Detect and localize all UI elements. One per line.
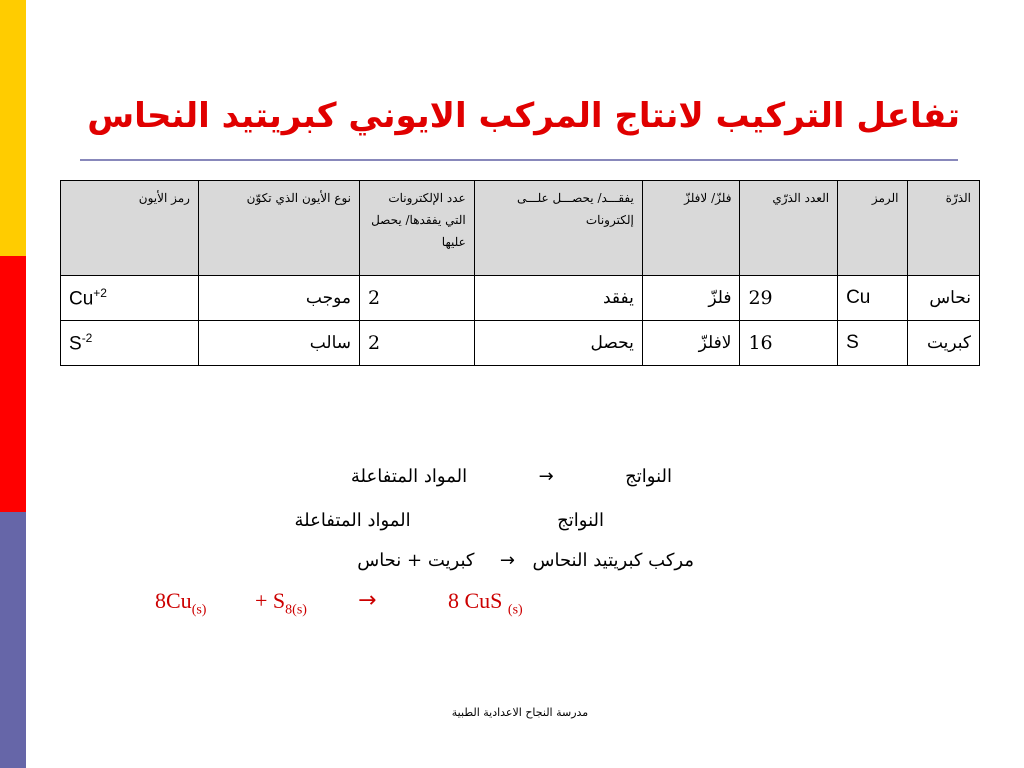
header-electrons-count: عدد الإلكترونات التي يفقدها/ يحصل عليها xyxy=(360,181,475,276)
accent-bar-red xyxy=(0,256,26,512)
table-header-row xyxy=(61,181,980,276)
cell-atomic-number: 16 xyxy=(740,321,838,366)
equation-3-reactants: كبريت + نحاس xyxy=(357,550,475,571)
ion-base: Cu xyxy=(69,288,94,310)
header-lose-gain: يفقـــد/ يحصـــل علـــى إلكترونات xyxy=(474,181,642,276)
chem-cu-state: (s) xyxy=(191,602,207,618)
header-atomic-number: العدد الذرّي xyxy=(740,181,838,276)
accent-bar-blue xyxy=(0,512,26,768)
chem-cu: 8Cu xyxy=(155,588,192,613)
accent-bar-yellow xyxy=(0,0,26,256)
table-row xyxy=(61,321,980,366)
slide-title: تفاعل التركيب لانتاج المركب الايوني كبريتيد النحاس xyxy=(87,96,960,136)
chem-s: + S xyxy=(255,588,286,613)
chem-reactant-cu xyxy=(155,588,206,618)
cell-symbol: S xyxy=(838,321,907,366)
equation-1-products: النواتج xyxy=(625,466,672,487)
equation-line-1 xyxy=(351,466,672,487)
equation-2-products: النواتج xyxy=(557,510,604,531)
chem-cus: 8 CuS xyxy=(448,588,503,613)
header-metal-nonmetal: فلزّ/ لافلزّ xyxy=(642,181,740,276)
ion-charge: -2 xyxy=(81,330,93,345)
cell-atom: كبريت xyxy=(907,321,979,366)
footer-school-name: مدرسة النجاح الاعدادية الطبية xyxy=(451,706,589,719)
cell-lose-gain: يحصل xyxy=(474,321,642,366)
chem-s-sub: 8(s) xyxy=(285,602,307,618)
equation-3-product: مركب كبريتيد النحاس xyxy=(532,550,694,571)
equation-line-2 xyxy=(294,510,604,531)
cell-ion-symbol xyxy=(61,321,199,366)
cell-atom: نحاس xyxy=(907,276,979,321)
equation-2-reactants: المواد المتفاعلة xyxy=(294,510,411,531)
cell-electrons-count: 2 xyxy=(360,321,475,366)
chem-arrow-icon: → xyxy=(358,588,377,613)
cell-electrons-count: 2 xyxy=(360,276,475,321)
cell-metal-nonmetal: فلزّ xyxy=(642,276,740,321)
cell-metal-nonmetal: لافلزّ xyxy=(642,321,740,366)
equation-1-reactants: المواد المتفاعلة xyxy=(350,466,468,487)
ion-charge: +2 xyxy=(93,285,107,300)
cell-ion-type: سالب xyxy=(198,321,359,366)
header-symbol: الرمز xyxy=(838,181,907,276)
table-row xyxy=(61,276,980,321)
cell-atomic-number: 29 xyxy=(740,276,838,321)
arrow-icon: → xyxy=(499,550,516,571)
header-ion-symbol: رمز الأيون xyxy=(61,181,199,276)
equation-line-3 xyxy=(357,550,694,571)
chem-product xyxy=(448,588,523,618)
header-atom: الذرّة xyxy=(907,181,979,276)
chem-cus-state: (s) xyxy=(507,602,523,618)
cell-ion-symbol xyxy=(61,276,199,321)
arrow-icon: → xyxy=(538,466,554,487)
ion-table xyxy=(60,180,980,366)
ion-base: S xyxy=(69,333,82,355)
cell-lose-gain: يفقد xyxy=(474,276,642,321)
header-ion-type: نوع الأيون الذي تكوّن xyxy=(198,181,359,276)
chem-reactant-s xyxy=(255,588,307,618)
cell-symbol: Cu xyxy=(838,276,907,321)
title-divider xyxy=(80,159,958,161)
cell-ion-type: موجب xyxy=(198,276,359,321)
